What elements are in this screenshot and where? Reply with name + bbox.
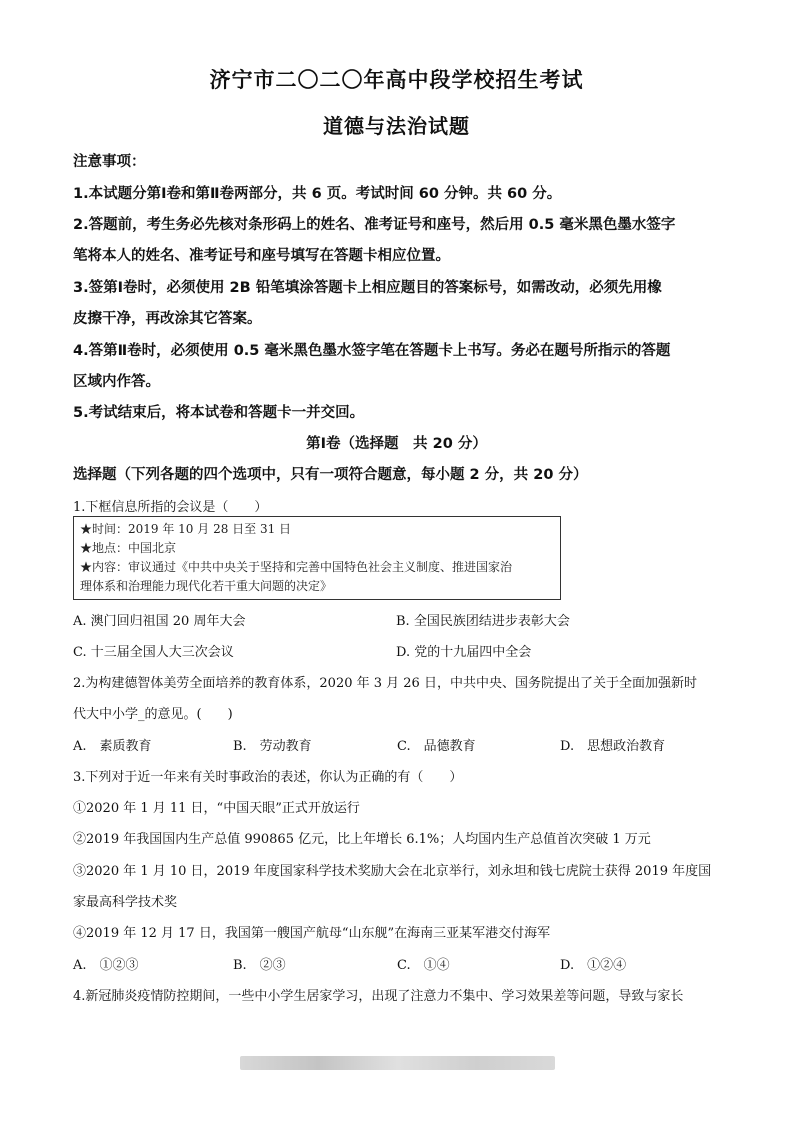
notice-item: 皮擦干净，再改涂其它答案。 [73, 311, 262, 327]
notice-item: 1.本试题分第Ⅰ卷和第Ⅱ卷两部分，共 6 页。考试时间 60 分钟。共 60 分。 [73, 186, 562, 202]
notice-item: 4.答第Ⅱ卷时，必须使用 0.5 毫米黑色墨水签字笔在答题卡上书写。务必在题号所指示的答题 [73, 343, 671, 359]
notice-item: 5.考试结束后，将本试卷和答题卡一并交回。 [73, 405, 365, 421]
question-3-statement: ②2019 年我国国内生产总值 990865 亿元，比上年增长 6.1%；人均国内生产总值首次突破 1 万元 [73, 832, 651, 847]
question-1-stem: 1.下框信息所指的会议是（ ） [73, 500, 268, 515]
question-3-option-b: B. ②③ [233, 958, 286, 973]
notice-item: 笔将本人的姓名、准考证号和座号填写在答题卡相应位置。 [73, 248, 450, 264]
question-2-option-a: A. 素质教育 [73, 739, 152, 754]
info-box-line: ★内容：审议通过《中共中央关于坚持和完善中国特色社会主义制度、推进国家治 [80, 560, 513, 574]
question-3-option-c: C. ①④ [397, 958, 450, 973]
question-4-stem: 4.新冠肺炎疫情防控期间，一些中小学生居家学习，出现了注意力不集中、学习效果差等问题，导致与家长 [73, 989, 684, 1004]
question-1-option-c: C. 十三届全国人大三次会议 [73, 645, 234, 660]
question-1-info-box [73, 516, 561, 600]
exam-subtitle: 道德与法治试题 [323, 114, 470, 138]
question-1-option-b: B. 全国民族团结进步表彰大会 [396, 614, 570, 629]
question-3-option-d: D. ①②④ [560, 958, 627, 973]
notice-item: 区域内作答。 [73, 374, 160, 390]
info-box-line: 理体系和治理能力现代化若干重大问题的决定》 [80, 579, 333, 593]
question-3-statement: ④2019 年 12 月 17 日，我国第一艘国产航母“山东舰”在海南三亚某军港交付海军 [73, 926, 551, 941]
blurred-footer [240, 1056, 555, 1070]
question-2-stem-line: 2.为构建德智体美劳全面培养的教育体系，2020 年 3 月 26 日，中共中央、国务院提出了关于全面加强新时 [73, 676, 697, 691]
notice-item: 3.签第Ⅰ卷时，必须使用 2B 铅笔填涂答题卡上相应题目的答案标号，如需改动，必须先用橡 [73, 280, 662, 296]
info-box-line: ★时间：2019 年 10 月 28 日至 31 日 [80, 522, 292, 536]
question-2-option-c: C. 品德教育 [397, 739, 476, 754]
question-3-statement: ③2020 年 1 月 10 日，2019 年度国家科学技术奖励大会在北京举行，刘永坦和钱七虎院士获得 2019 年度国 [73, 864, 712, 879]
question-3-option-a: A. ①②③ [73, 958, 139, 973]
question-2-stem-line: 代大中小学_的意见。( ) [73, 707, 233, 722]
exam-title: 济宁市二〇二〇年高中段学校招生考试 [209, 68, 584, 92]
question-1-option-d: D. 党的十九届四中全会 [396, 645, 532, 660]
question-3-statement: ①2020 年 1 月 11 日，“中国天眼”正式开放运行 [73, 801, 360, 816]
question-1-option-a: A. 澳门回归祖国 20 周年大会 [73, 614, 246, 629]
question-2-option-d: D. 思想政治教育 [560, 739, 666, 754]
question-2-option-b: B. 劳动教育 [233, 739, 312, 754]
question-3-stem: 3.下列对于近一年来有关时事政治的表述，你认为正确的有（ ） [73, 770, 463, 785]
question-3-statement: 家最高科学技术奖 [73, 895, 178, 910]
section-heading: 第Ⅰ卷（选择题 共 20 分） [306, 436, 487, 452]
info-box-line: ★地点：中国北京 [80, 541, 177, 555]
notice-item: 2.答题前，考生务必先核对条形码上的姓名、准考证号和座号，然后用 0.5 毫米黑色墨水签字 [73, 217, 676, 233]
notice-heading: 注意事项： [73, 154, 146, 170]
section-instruction: 选择题（下列各题的四个选项中，只有一项符合题意，每小题 2 分，共 20 分） [73, 467, 588, 483]
